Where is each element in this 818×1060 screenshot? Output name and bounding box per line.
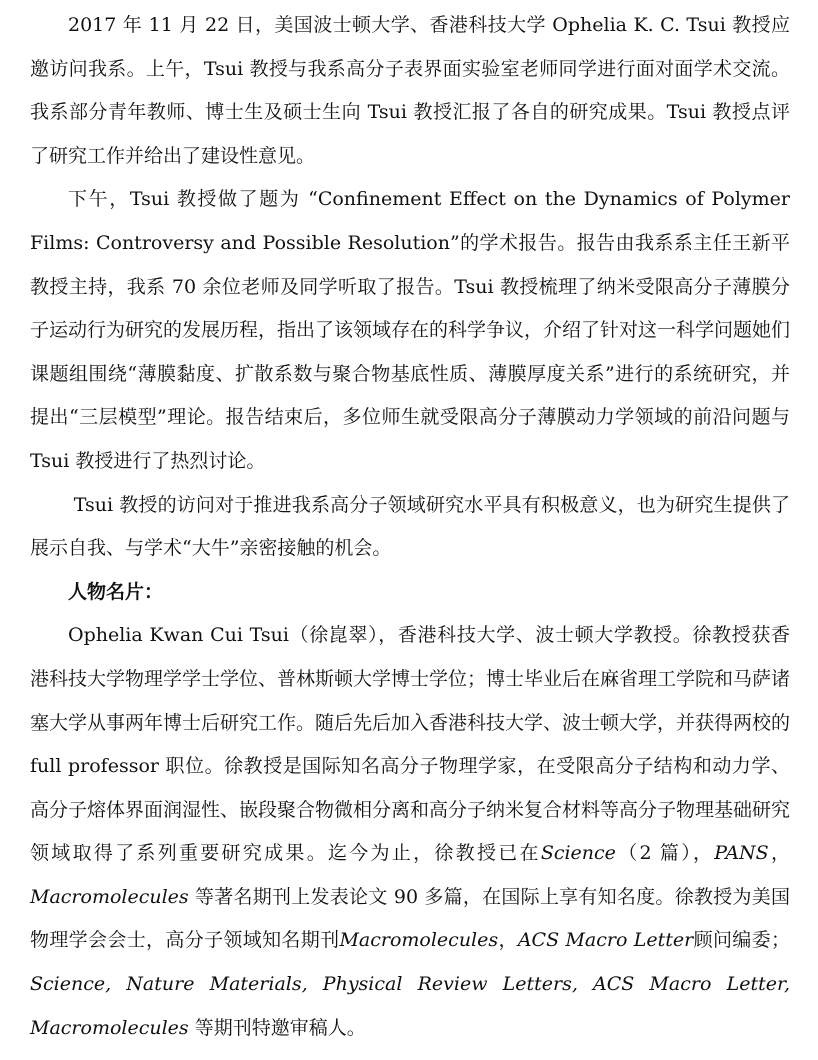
paragraph-visit-intro: 2017 年 11 月 22 日，美国波士顿大学、香港科技大学 Ophelia K. C. Tsui 教授应邀访问我系。上午，Tsui 教授与我系高分子表界面实验室老师同学进行面对面学术交流。我系部分青年教师、博士生及硕士生向 Tsui 教授汇报了各自的研究成果。Tsui 教授点评了研究工作并给出了建设性意见。 — [30, 14, 790, 167]
profile-heading: 人物名片： — [68, 580, 164, 603]
paragraph-significance: Tsui 教授的访问对于推进我系高分子领域研究水平具有积极意义，也为研究生提供了展示自我、与学术“大牛”亲密接触的机会。 — [30, 493, 790, 560]
profile-text-2: （2 篇）， — [615, 842, 715, 865]
profile-text-5: ， — [498, 929, 518, 952]
profile-text-1: Ophelia Kwan Cui Tsui（徐崑翠），香港科技大学、波士顿大学教授。徐教授获香港科技大学物理学学士学位、普林斯顿大学博士学位；博士毕业后在麻省理工学院和马萨诸塞大学从事两年博士后研究工作。随后先后加入香港科技大学、波士顿大学，并获得两校的 full professor 职位。徐教授是国际知名高分子物理学家，在受限高分子结构和动力学、高分子熔体界面润湿性、嵌段聚合物微相分离和高分子纳米复合材料等高分子物理基础研究领域取得了系列重要研究成果。迄今为止，徐教授已在 — [30, 624, 791, 865]
journal-acs-macro-letter: ACS Macro Letter — [517, 929, 694, 952]
journal-reviewer-list: Science, Nature Materials, Physical Review Letters, ACS Macro Letter, Macromolecules — [30, 973, 790, 1039]
profile-text-4: 等著名期刊上发表论文 90 多篇，在国际上享有知名度。徐教授为美国物理学会会士，高分子领域知名期刊 — [30, 885, 790, 952]
profile-text-6: 顾问编委； — [693, 929, 790, 952]
profile-text-7: 等期刊特邀审稿人。 — [188, 1016, 366, 1039]
journal-science: Science — [540, 842, 616, 865]
journal-macromolecules-advisory: Macromolecules — [339, 929, 499, 952]
journal-pans: PANS — [714, 842, 769, 865]
profile-text-3: ， — [768, 842, 790, 865]
profile-paragraph — [30, 614, 790, 1050]
document-page — [30, 4, 790, 1050]
journal-macromolecules: Macromolecules — [30, 885, 189, 908]
paragraph-lecture: 下午，Tsui 教授做了题为 “Confinement Effect on the Dynamics of Polymer Films: Controversy and Possible Resolution”的学术报告。报告由我系系主任王新平教授主持，我系 70 余位老师及同学听取了报告。Tsui 教授梳理了纳米受限高分子薄膜分子运动行为研究的发展历程，指出了该领域存在的科学争议，介绍了针对这一科学问题她们课题组围绕“薄膜黏度、扩散系数与聚合物基底性质、薄膜厚度关系”进行的系统研究，并提出“三层模型”理论。报告结束后，多位师生就受限高分子薄膜动力学领域的前沿问题与 Tsui 教授进行了热烈讨论。 — [30, 188, 791, 472]
